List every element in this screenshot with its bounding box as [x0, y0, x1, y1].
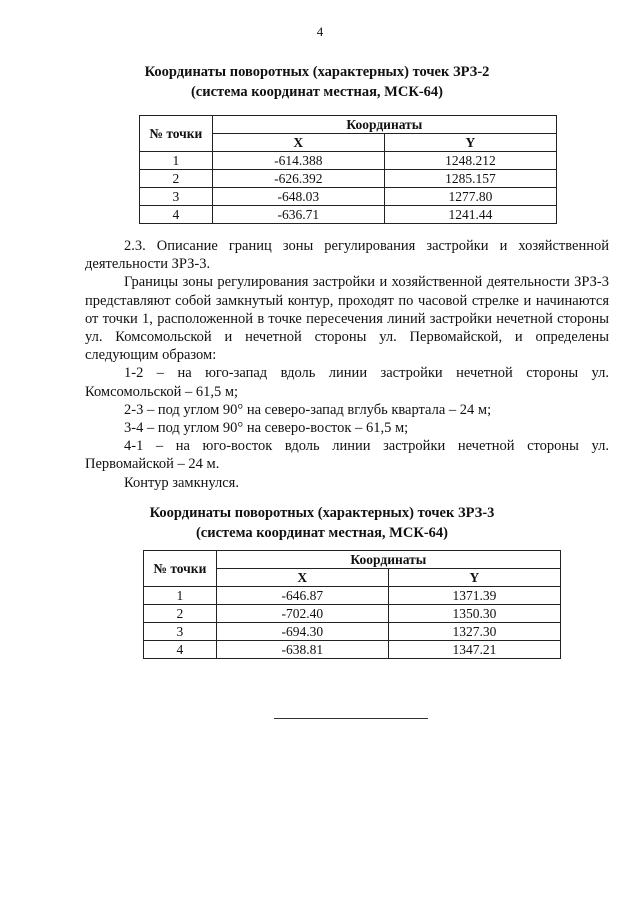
table-row — [144, 641, 561, 659]
point-number-cell: 1 — [140, 152, 213, 170]
table-1-subtitle: (система координат местная, МСК-64) — [190, 84, 444, 100]
segment-1-2: 1-2 – на юго-запад вдоль линии застройки нечетной стороны ул. Комсомольской – 61,5 м; — [85, 365, 609, 400]
x-cell: -614.388 — [212, 152, 384, 170]
point-number-cell: 1 — [144, 587, 217, 605]
y-cell: 1371.39 — [388, 587, 560, 605]
segment-3-4: 3-4 – под углом 90° на северо-восток – 61,5 м; — [124, 420, 409, 437]
x-cell: -702.40 — [216, 605, 388, 623]
section-heading-paragraph: 2.3. Описание границ зоны регулирования застройки и хозяйственной деятельности ЗРЗ-3. — [85, 238, 609, 273]
segment-2-3: 2-3 – под углом 90° на северо-запад вглубь квартала – 24 м; — [124, 401, 492, 418]
x-cell: -638.81 — [216, 641, 388, 659]
y-cell: 1285.157 — [384, 170, 556, 188]
table-row — [144, 623, 561, 641]
x-cell: -636.71 — [212, 206, 384, 224]
y-cell: 1350.30 — [388, 605, 560, 623]
boundary-paragraph: Границы зоны регулирования застройки и хозяйственной деятельности ЗРЗ-3 представляют собой замкнутый контур, проходят по часовой стрелке и начинаются от точки 1, расположенной в точке пересечения линий застройки нечетной стороны ул. Комсомольской и нечетной стороны ул. Первомайской, и определены следующим образом: — [85, 274, 609, 364]
header-x: X — [212, 134, 384, 152]
point-number-cell: 2 — [140, 170, 213, 188]
segment-4-1: 4-1 – на юго-восток вдоль линии застройки нечетной стороны ул. Первомайской – 24 м. — [85, 438, 609, 473]
header-point-number: № точки — [140, 116, 213, 152]
coordinates-table-zrz2 — [139, 115, 557, 224]
zone-description — [85, 237, 609, 492]
coordinates-table-zrz3 — [143, 550, 561, 659]
point-number-cell: 3 — [140, 188, 213, 206]
point-number-cell: 4 — [140, 206, 213, 224]
y-cell: 1327.30 — [388, 623, 560, 641]
x-cell: -646.87 — [216, 587, 388, 605]
header-x: X — [216, 569, 388, 587]
y-cell: 1248.212 — [384, 152, 556, 170]
table-row — [140, 188, 557, 206]
x-cell: -626.392 — [212, 170, 384, 188]
point-number-cell: 4 — [144, 641, 217, 659]
header-coordinates: Координаты — [216, 551, 560, 569]
header-point-number: № точки — [144, 551, 217, 587]
header-y: Y — [384, 134, 556, 152]
point-number-cell: 3 — [144, 623, 217, 641]
table-2-title: Координаты поворотных (характерных) точек ЗРЗ-3 — [149, 505, 495, 521]
header-coordinates: Координаты — [212, 116, 556, 134]
table-1-heading — [0, 62, 637, 102]
table-row — [140, 152, 557, 170]
x-cell: -648.03 — [212, 188, 384, 206]
closing-divider — [274, 718, 428, 719]
table-1-title: Координаты поворотных (характерных) точек ЗРЗ-2 — [144, 64, 490, 80]
table-2-heading — [2, 503, 640, 543]
y-cell: 1277.80 — [384, 188, 556, 206]
closing-statement: Контур замкнулся. — [124, 474, 239, 491]
table-row — [144, 605, 561, 623]
y-cell: 1347.21 — [388, 641, 560, 659]
table-row — [140, 170, 557, 188]
table-2-subtitle: (система координат местная, МСК-64) — [195, 525, 449, 541]
point-number-cell: 2 — [144, 605, 217, 623]
table-row — [144, 587, 561, 605]
x-cell: -694.30 — [216, 623, 388, 641]
header-y: Y — [388, 569, 560, 587]
table-row — [140, 206, 557, 224]
y-cell: 1241.44 — [384, 206, 556, 224]
page-number: 4 — [316, 24, 324, 39]
